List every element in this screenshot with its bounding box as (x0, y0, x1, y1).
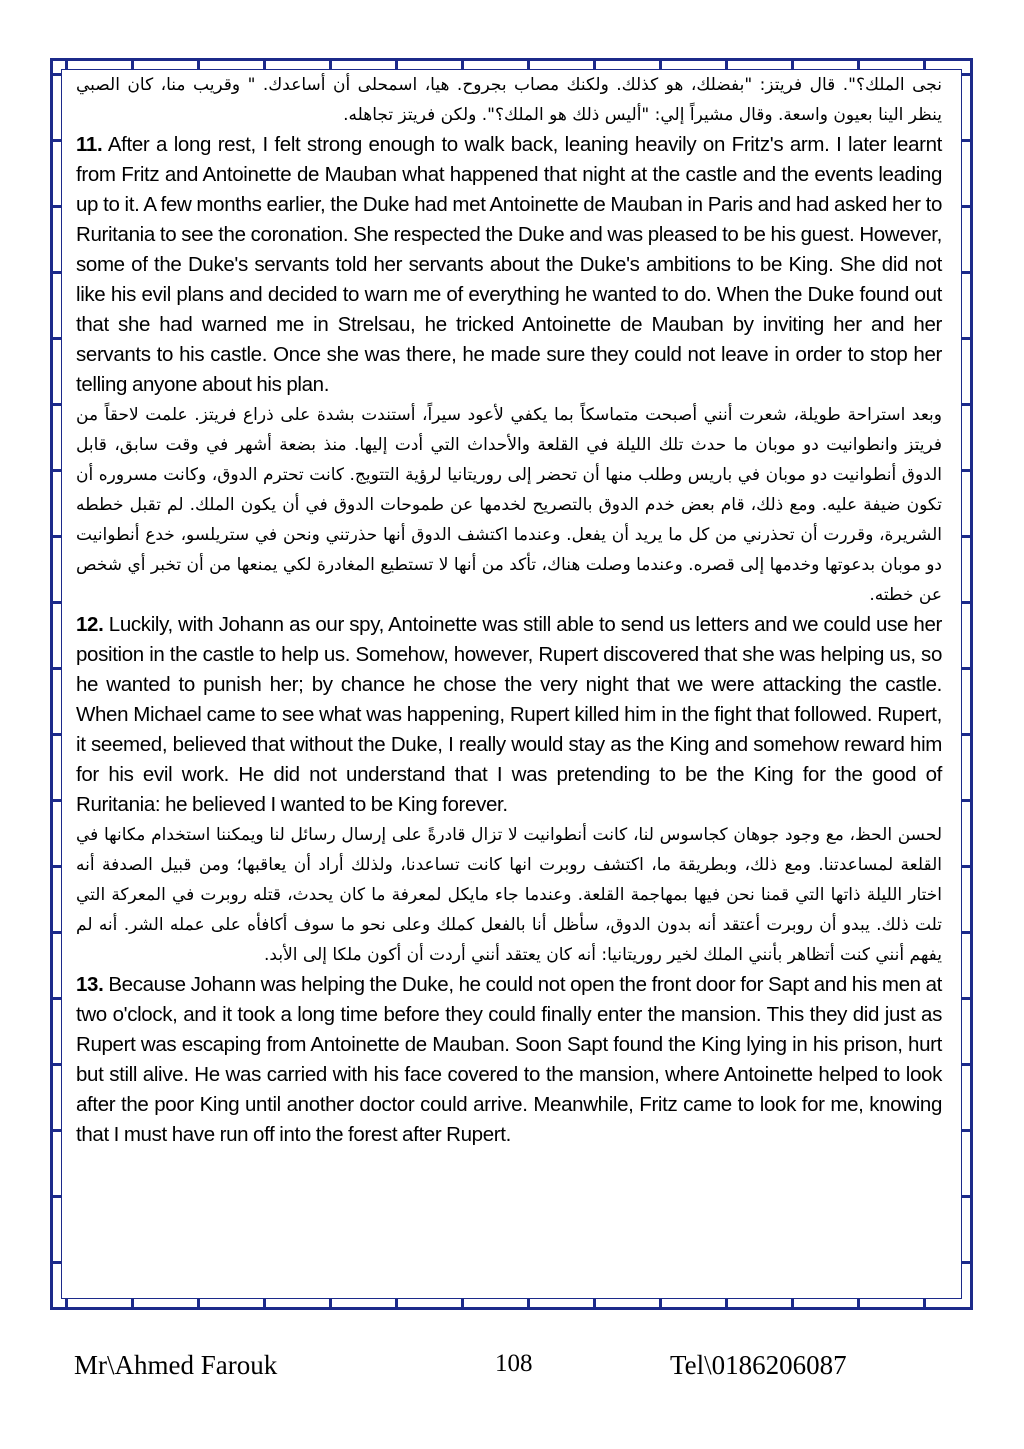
paragraph-number: 13. (76, 973, 104, 996)
footer-page-number: 108 (495, 1350, 533, 1377)
paragraph-text: After a long rest, I felt strong enough to walk back, leaning heavily on Fritz's arm. I later learnt from Fritz and Antoinette de Mauban what happened that night at the castle and the events leading up to it. A few months earlier, the Duke had met Antoinette de Mauban in Paris and had asked her to Ruritania to see the coronation. She respected the Duke and was pleased to be his guest. However, some of the Duke's servants told her servants about the Duke's ambitions to be King. She did not like his evil plans and decided to warn me of everything he wanted to do. When the Duke found out that she had warned me in Strelsau, he tricked Antoinette de Mauban by inviting her and her servants to his castle. Once she was there, he made sure they could not leave in order to stop her telling anyone about his plan. (76, 133, 943, 396)
border-ticks-left (52, 73, 62, 1295)
paragraph-text: Because Johann was helping the Duke, he could not open the front door for Sapt and his men at two o'clock, and it took a long time before they could finally enter the mansion. This they did just as Rupert was escaping from Antoinette de Mauban. Soon Sapt found the King lying in his prison, hurt but still alive. He was carried with his face covered to the mansion, where Antoinette helped to look after the poor King until another doctor could arrive. Meanwhile, Fritz came to look for me, knowing that I must have run off into the forest after Rupert. (76, 973, 942, 1146)
paragraph-number: 11. (76, 133, 103, 156)
english-paragraph-13 (76, 970, 942, 1150)
footer-author: Mr\Ahmed Farouk (74, 1350, 278, 1380)
page-footer (0, 1350, 1024, 1390)
english-paragraph-11 (76, 130, 942, 400)
arabic-paragraph-12: لحسن الحظ، مع وجود جوهان كجاسوس لنا، كانت أنطوانيت لا تزال قادرةً على إرسال رسائل لنا ويمكننا استخدام مكانها في القلعة لمساعدتنا. ومع ذلك، وبطريقة ما، اكتشف روبرت انها كانت تساعدنا، ولذلك أراد أن يعاقبها؛ ومن قبيل الصدفة أنه اختار الليلة ذاتها التي قمنا نحن فيها بمهاجمة القلعة. وعندما جاء مايكل لمعرفة ما كان يحدث، قتله روبرت في المعركة التي تلت ذلك. يبدو أن روبرت أعتقد أنه بدون الدوق، سأظل أنا بالفعل كملك وعلى نحو ما سوف أكافأه على عمله الشر. أنه لم يفهم أنني كنت أتظاهر بأنني الملك لخير روريتانيا: أنه كان يعتقد أنني أردت أن أكون ملكا إلى الأبد. (76, 825, 942, 965)
footer-phone: Tel\0186206087 (670, 1350, 847, 1380)
paragraph-number: 12. (76, 613, 104, 636)
page-content (76, 70, 942, 1150)
border-ticks-right (961, 73, 971, 1295)
border-ticks-top (65, 60, 958, 70)
arabic-paragraph-intro: نجى الملك؟". قال فريتز: "بفضلك، هو كذلك. ولكنك مصاب بجروح. هيا، اسمحلى أن أساعدك. " وقريب منا، كان الصبي ينظر الينا بعيون واسعة. وقال مشيراً إلي: "أليس ذلك هو الملك؟". ولكن فريتز تجاهله. (76, 75, 942, 125)
english-paragraph-12 (76, 610, 942, 820)
paragraph-text: Luckily, with Johann as our spy, Antoinette was still able to send us letters and we could use her position in the castle to help us. Somehow, however, Rupert discovered that she was helping us, so he wanted to punish her; by chance he chose the very night that we were attacking the castle. When Michael came to see what was happening, Rupert killed him in the fight that followed. Rupert, it seemed, believed that without the Duke, I really would stay as the King and somehow reward him for his evil work. He did not understand that I was pretending to be the King for the good of Ruritania: he believed I wanted to be King forever. (76, 613, 942, 816)
border-ticks-bottom (65, 1298, 958, 1308)
arabic-paragraph-11: وبعد استراحة طويلة، شعرت أنني أصبحت متماسكاً بما يكفي لأعود سيراً، أستندت بشدة على ذراع فريتز. علمت لاحقاً من فريتز وانطوانيت دو موبان ما حدث تلك الليلة في القلعة والأحداث التي أدت إليها. منذ بضعة أشهر في وقت سابق، قابل الدوق أنطوانيت دو موبان في باريس وطلب منها أن تحضر إلى روريتانيا لرؤية التتويج. كانت تحترم الدوق، وكانت مسروره أن تكون ضيفة عليه. ومع ذلك، قام بعض خدم الدوق بالتصريح لخدمها عن طموحات الدوق في أن يكون الملك. لم تقبل خططه الشريرة، وقررت أن تحذرني من كل ما يريد أن يفعل. وعندما اكتشف الدوق أنها حذرتني ونحن في ستريلسو، خدع أنطوانيت دو موبان بدعوتها وخدمها إلى قصره. وعندما وصلت هناك، تأكد من أنها لا تستطيع المغادرة لكي يمنعها من أن تخبر أي شخص عن خطته. (76, 405, 942, 605)
